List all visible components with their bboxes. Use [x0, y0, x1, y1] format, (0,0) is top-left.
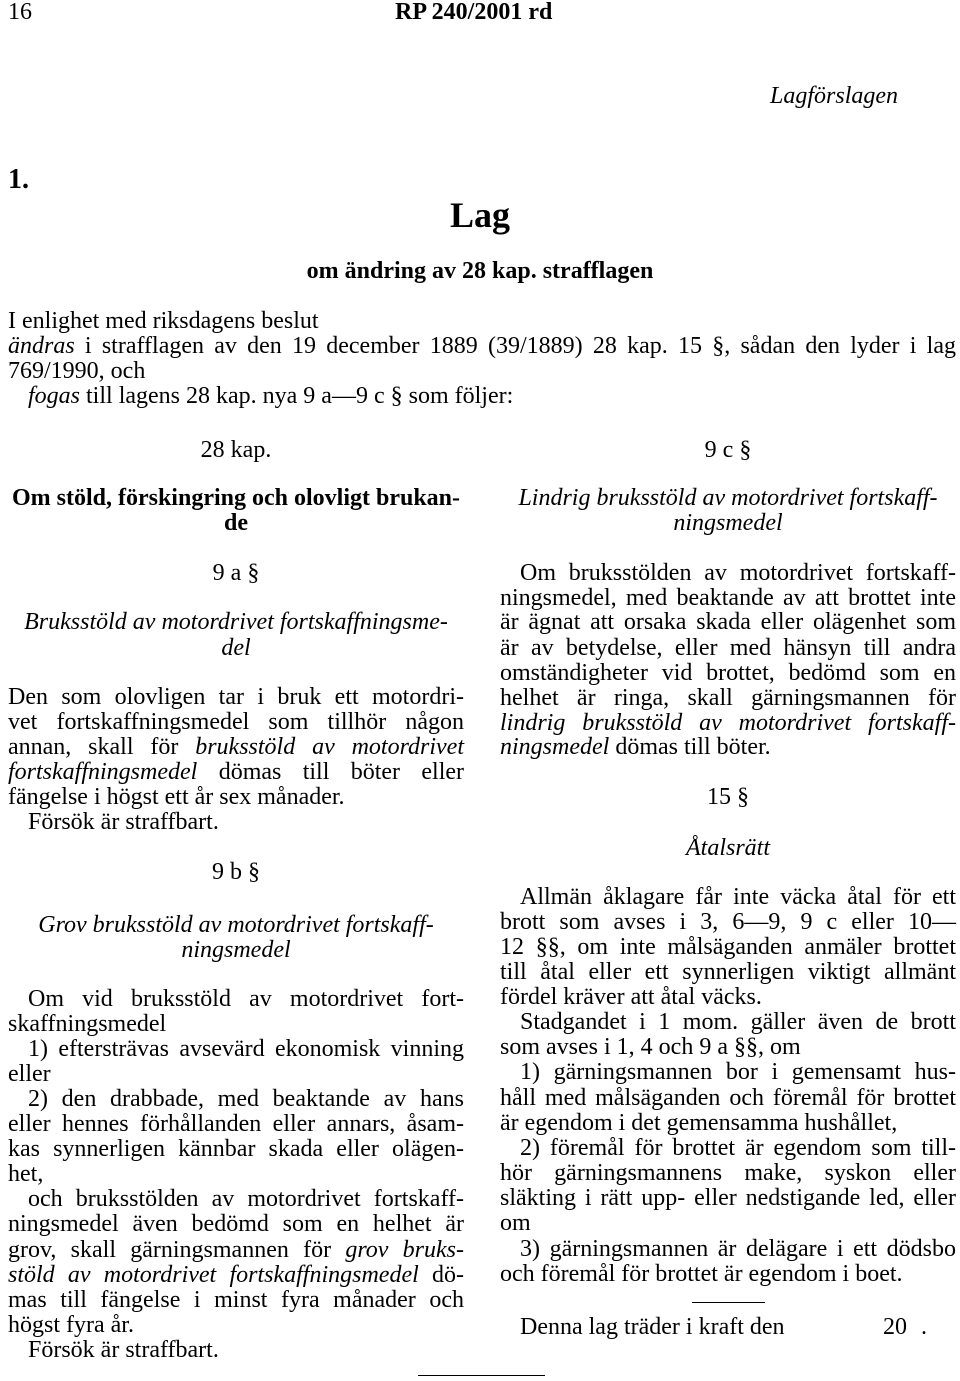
- section-9b-title-line: Grov bruksstöld av motordrivet fortskaff-: [38, 912, 434, 938]
- entry-into-force-year: 20: [883, 1314, 907, 1340]
- section-15-text-line: 1) gärningsmannen bor i gemensamt hus-: [520, 1059, 956, 1085]
- document-id: RP 240/2001 rd: [395, 0, 553, 25]
- section-15-text-line: fördel kräver att åtal väcks.: [500, 984, 762, 1010]
- section-15-title: Åtalsrätt: [685, 835, 770, 861]
- section-9a-title-line: del: [221, 635, 251, 661]
- section-15-text-line: 12 §§, om inte målsäganden anmäler brottet: [500, 934, 956, 960]
- section-9c-text-line: omständigheter vid brottet, bedömd som en: [500, 660, 956, 686]
- section-9c-text-line: [500, 735, 956, 760]
- section-9c-text-line: är ägnat att orsaka skada eller olägenhet som: [500, 609, 956, 635]
- section-9b-text-line: Om vid bruksstöld av motordrivet fort-: [28, 986, 464, 1012]
- section-15-text-line: Stadgandet i 1 mom. gäller även de brott: [520, 1009, 956, 1035]
- section-9c-text-line: är av betydelse, eller med hänsyn till andra: [500, 635, 956, 661]
- section-9c-title-line: Lindrig bruksstöld av motordrivet fortskaff-: [518, 485, 938, 511]
- section-15-text-line: är egendom i det gemensamma hushållet,: [500, 1110, 898, 1136]
- law-subtitle: om ändring av 28 kap. strafflagen: [306, 258, 654, 284]
- section-9b-text-line: och bruksstölden av motordrivet fortskaff-: [28, 1186, 464, 1212]
- section-9a-text-line: [8, 735, 464, 760]
- section-9b-text-line: [8, 1263, 464, 1288]
- preamble-amend-text: i strafflagen av den 19 december 1889 (39/1889) 28 kap. 15 §, sådan den lyder i lag: [84, 333, 956, 359]
- section-15-text-line: håll med målsäganden och föremål för brottet: [500, 1085, 956, 1111]
- section-9b-text-line: Försök är straffbart.: [28, 1337, 219, 1363]
- chapter-heading: 28 kap.: [200, 437, 272, 463]
- section-9a-text-line: Den som olovligen tar i bruk ett motordri-: [8, 684, 464, 710]
- section-9b-text-line: [8, 1238, 464, 1263]
- section-9b-number: 9 b §: [212, 859, 260, 885]
- section-9b-text-line: kas synnerligen kännbar skada eller olägen-: [8, 1136, 464, 1162]
- section-9a-text-plain: dömas till böter eller: [218, 759, 465, 785]
- section-15-text-line: hör gärningsmannens make, syskon eller: [500, 1160, 956, 1186]
- left-column: [8, 0, 464, 1381]
- section-9c-number: 9 c §: [704, 437, 752, 463]
- entry-into-force-text: Denna lag träder i kraft den: [520, 1314, 785, 1340]
- section-9a-text-italic: fortskaffningsmedel: [8, 759, 198, 785]
- section-15-text-line: 3) gärningsmannen är delägare i ett dödsbo: [520, 1236, 956, 1262]
- chapter-title-line: Om stöld, förskingring och olovligt brukan-: [11, 485, 461, 511]
- section-9a-text-italic: bruksstöld av motordrivet: [195, 734, 465, 760]
- preamble-intro: I enlighet med riksdagens beslut: [8, 308, 319, 334]
- section-9b-title-line: ningsmedel: [181, 937, 291, 963]
- section-9b-text-line: 1) eftersträvas avsevärd ekonomisk vinning: [28, 1036, 464, 1062]
- section-15-text-line: som avses i 1, 4 och 9 a §§, om: [500, 1034, 801, 1060]
- section-9c-text-italic: ningsmedel: [500, 734, 610, 760]
- section-9b-text-line: skaffningsmedel: [8, 1011, 167, 1037]
- section-label: Lagförslagen: [770, 83, 899, 109]
- section-15-text-line: 2) föremål för brottet är egendom som till-: [520, 1135, 956, 1161]
- section-9b-text-line: eller: [8, 1061, 51, 1087]
- preamble-add-text: till lagens 28 kap. nya 9 a—9 c § som följer:: [86, 383, 514, 409]
- right-column: [500, 0, 956, 1381]
- section-9b-text-italic: grov bruks-: [345, 1237, 465, 1263]
- section-9b-text-line: eller hennes förhållanden eller annars, åsam-: [8, 1111, 464, 1137]
- entry-into-force-end: .: [921, 1314, 927, 1340]
- section-9b-text-line: mas till fängelse i minst fyra månader och: [8, 1287, 464, 1313]
- page-end-rule: [418, 1375, 545, 1376]
- section-9c-text-line: ningsmedel, med beaktande av att brottet inte: [500, 585, 956, 611]
- section-9c-text-line: lindrig bruksstöld av motordrivet fortskaff-: [500, 710, 956, 736]
- law-title: Lag: [449, 195, 510, 235]
- section-15-text-line: och föremål för brottet är egendom i boet.: [500, 1261, 903, 1287]
- section-9b-text-plain: grov, skall gärningsmannen för: [8, 1237, 332, 1263]
- section-15-text-line: Allmän åklagare får inte väcka åtal för ett: [520, 884, 956, 910]
- section-9b-text-plain: dö-: [432, 1262, 464, 1288]
- chapter-title-line: de: [224, 510, 248, 536]
- section-9b-text-line: högst fyra år.: [8, 1312, 134, 1338]
- section-9a-title-line: Bruksstöld av motordrivet fortskaffningsme-: [24, 609, 448, 635]
- preamble-add-verb: fogas: [28, 383, 81, 409]
- section-9c-text-line: helhet är ringa, skall gärningsmannen för: [500, 685, 956, 711]
- section-9c-title-line: ningsmedel: [673, 510, 783, 536]
- section-15-text-line: brott som avses i 3, 6—9, 9 c eller 10—: [500, 909, 956, 935]
- section-9c-text-plain: dömas till böter.: [615, 734, 771, 760]
- section-15-text-line: till åtal eller ett synnerligen viktigt allmänt: [500, 959, 956, 985]
- section-9a-number: 9 a §: [212, 560, 260, 586]
- preamble-amend-verb: ändras: [8, 333, 75, 359]
- section-15-text-line: släkting i rätt upp- eller nedstigande led, eller: [500, 1185, 956, 1211]
- section-9a-text-line: [8, 760, 464, 785]
- section-9c-text-line: Om bruksstölden av motordrivet fortskaff-: [520, 560, 956, 586]
- section-9b-text-line: het,: [8, 1161, 44, 1187]
- section-9b-text-line: 2) den drabbade, med beaktande av hans: [28, 1086, 464, 1112]
- section-9a-text-line: vet fortskaffningsmedel som tillhör någon: [8, 709, 464, 735]
- page-number: 16: [8, 0, 32, 25]
- law-number: 1.: [8, 164, 29, 195]
- section-15-text-line: om: [500, 1210, 531, 1236]
- section-15-number: 15 §: [707, 784, 749, 810]
- section-9b-text-italic: stöld av motordrivet fortskaffningsmedel: [8, 1262, 419, 1288]
- section-9a-text-line: Försök är straffbart.: [28, 809, 219, 835]
- preamble-amend-continuation: 769/1990, och: [8, 358, 146, 384]
- section-9a-text-line: fängelse i högst ett år sex månader.: [8, 784, 345, 810]
- separator-rule: [692, 1302, 765, 1303]
- section-9b-text-line: ningsmedel även bedömd som en helhet är: [8, 1211, 464, 1237]
- section-9a-text-plain: annan, skall för: [8, 734, 179, 760]
